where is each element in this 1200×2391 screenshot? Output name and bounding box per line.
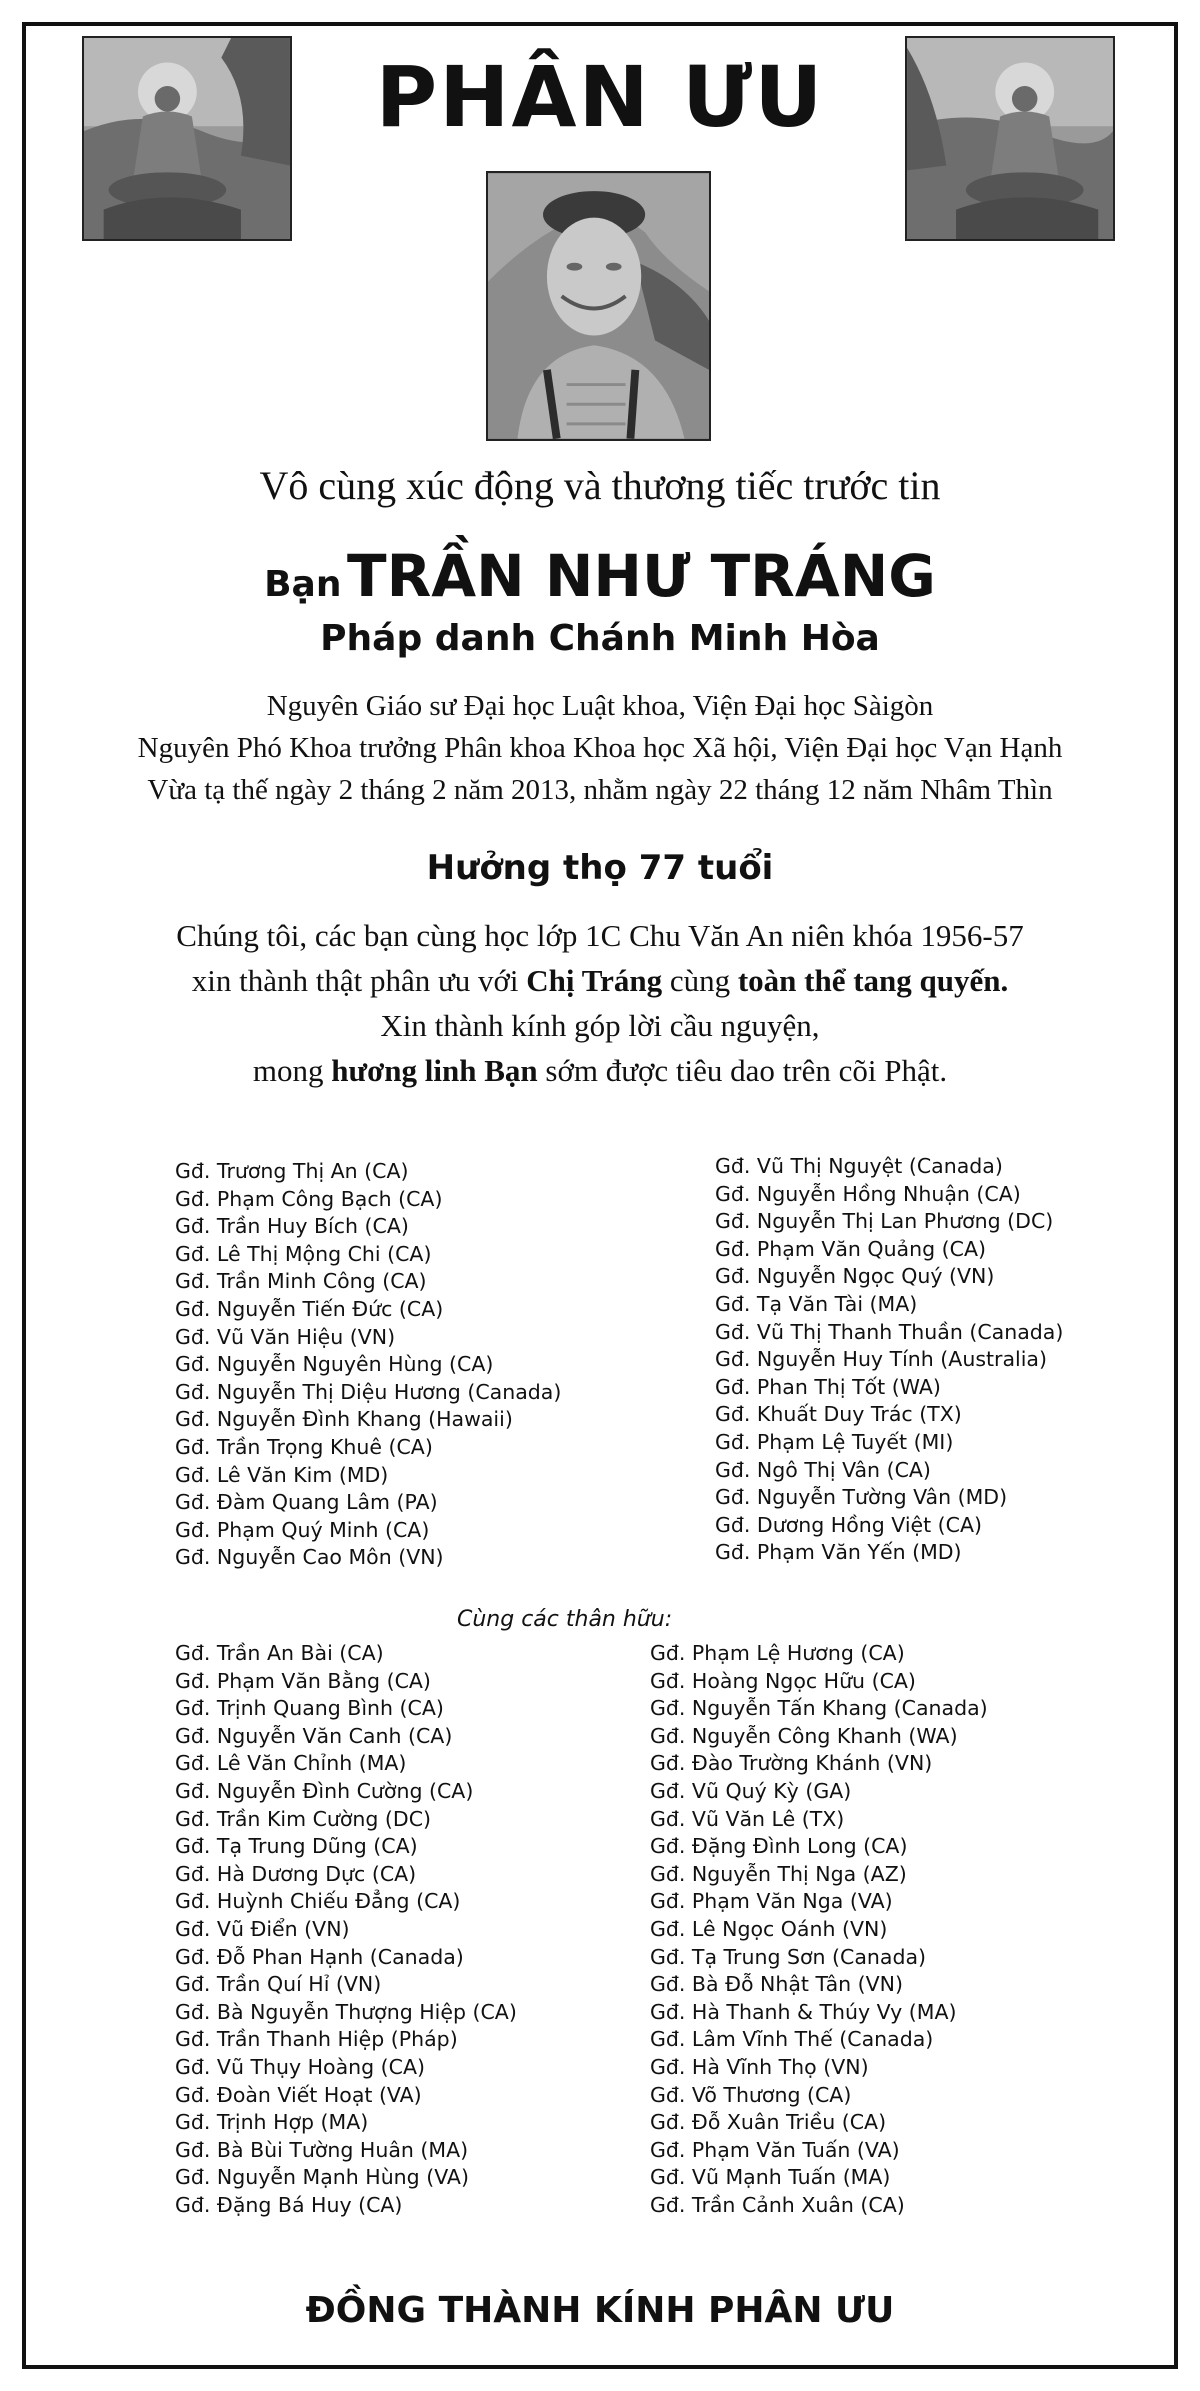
- list-item: Gđ. Lê Văn Chỉnh (MA): [175, 1751, 407, 1776]
- list-item: Gđ. Phạm Văn Tuấn (VA): [650, 2137, 900, 2162]
- list-item: Gđ. Phạm Lệ Hương (CA): [650, 1641, 905, 1665]
- list-item: Gđ. Nguyễn Công Khanh (WA): [650, 1723, 958, 1748]
- age-line: Hưởng thọ 77 tuổi: [426, 848, 774, 888]
- message-text: xin thành thật phân ưu với: [191, 963, 527, 998]
- list-item: Gđ. Phạm Lệ Tuyết (MI): [715, 1429, 954, 1454]
- list-item: Gđ. Khuất Duy Trác (TX): [715, 1402, 962, 1427]
- list-item: Gđ. Nguyễn Tiến Đức (CA): [175, 1296, 444, 1321]
- message-text: sớm được tiêu dao trên cõi Phật.: [537, 1053, 948, 1088]
- list-item: Gđ. Nguyễn Nguyên Hùng (CA): [175, 1352, 494, 1377]
- closing-line: ĐỒNG THÀNH KÍNH PHÂN ƯU: [305, 2290, 895, 2331]
- list-item: Gđ. Trần Huy Bích (CA): [175, 1214, 409, 1239]
- list-item: Gđ. Đặng Đình Long (CA): [650, 1834, 908, 1859]
- list-item: Gđ. Trịnh Hợp (MA): [175, 2110, 369, 2135]
- list-item: Gđ. Lê Thị Mộng Chi (CA): [175, 1241, 432, 1266]
- friends-heading: Cùng các thân hữu:: [457, 1607, 673, 1632]
- list-item: Gđ. Nguyễn Mạnh Hùng (VA): [175, 2165, 469, 2190]
- list-item: Gđ. Nguyễn Thị Nga (AZ): [650, 1861, 907, 1886]
- list-item: Gđ. Đàm Quang Lâm (PA): [175, 1490, 438, 1515]
- message-line-1: Chúng tôi, các bạn cùng học lớp 1C Chu Văn An niên khóa 1956-57: [176, 918, 1024, 953]
- list-item: Gđ. Bà Bùi Tường Huân (MA): [175, 2137, 469, 2162]
- list-item: Gđ. Vũ Văn Hiệu (VN): [175, 1324, 396, 1349]
- list-item: Gđ. Nguyễn Hồng Nhuận (CA): [715, 1181, 1021, 1206]
- list-item: Gđ. Đào Trường Khánh (VN): [650, 1751, 933, 1776]
- dharma-name: Pháp danh Chánh Minh Hòa: [320, 618, 880, 659]
- list-item: Gđ. Nguyễn Văn Canh (CA): [175, 1723, 453, 1748]
- list-item: Gđ. Trần Minh Công (CA): [175, 1269, 427, 1294]
- message-emphasis: toàn thể tang quyến.: [737, 963, 1009, 998]
- list-item: Gđ. Phạm Văn Yến (MD): [715, 1540, 962, 1565]
- list-item: Gđ. Phạm Văn Bằng (CA): [175, 1668, 431, 1693]
- list-item: Gđ. Đỗ Xuân Triều (CA): [650, 2110, 887, 2135]
- message-line-3: Xin thành kính góp lời cầu nguyện,: [380, 1008, 820, 1043]
- classmates-list-right: [715, 1153, 1063, 1567]
- list-item: Gđ. Tạ Trung Sơn (Canada): [650, 1944, 927, 1969]
- list-item: Gđ. Tạ Văn Tài (MA): [715, 1291, 918, 1316]
- intro-line: Vô cùng xúc động và thương tiếc trước tin: [259, 463, 941, 508]
- list-item: Gđ. Nguyễn Huy Tính (Australia): [715, 1347, 1047, 1372]
- list-item: Gđ. Nguyễn Đình Cường (CA): [175, 1778, 474, 1803]
- list-item: Gđ. Vũ Thụy Hoàng (CA): [175, 2054, 425, 2079]
- list-item: Gđ. Hà Dương Dực (CA): [175, 1861, 417, 1886]
- bio-line-1: Nguyên Giáo sư Đại học Luật khoa, Viện Đại học Sàigòn: [266, 690, 934, 722]
- classmates-list-left: [175, 1158, 561, 1572]
- message-text: mong: [252, 1053, 332, 1088]
- list-item: Gđ. Đoàn Viết Hoạt (VA): [175, 2082, 422, 2107]
- list-item: Gđ. Vũ Mạnh Tuấn (MA): [650, 2165, 891, 2190]
- list-item: Gđ. Nguyễn Thị Diệu Hương (Canada): [175, 1379, 562, 1404]
- list-item: Gđ. Tạ Trung Dũng (CA): [175, 1834, 418, 1859]
- list-item: Gđ. Vũ Văn Lê (TX): [650, 1806, 845, 1831]
- list-item: Gđ. Bà Nguyễn Thượng Hiệp (CA): [175, 1999, 517, 2024]
- list-item: Gđ. Bà Đỗ Nhật Tân (VN): [650, 1972, 904, 1997]
- list-item: Gđ. Nguyễn Tường Vân (MD): [715, 1485, 1008, 1510]
- bio-line-2: Nguyên Phó Khoa trưởng Phân khoa Khoa học Xã hội, Viện Đại học Vạn Hạnh: [137, 732, 1063, 764]
- list-item: Gđ. Phạm Văn Nga (VA): [650, 1889, 893, 1914]
- list-item: Gđ. Trần Cảnh Xuân (CA): [650, 2192, 905, 2217]
- list-item: Gđ. Lê Văn Kim (MD): [175, 1462, 389, 1487]
- list-item: Gđ. Nguyễn Đình Khang (Hawaii): [175, 1407, 513, 1432]
- list-item: Gđ. Đặng Bá Huy (CA): [175, 2192, 403, 2217]
- list-item: Gđ. Nguyễn Thị Lan Phương (DC): [715, 1209, 1054, 1234]
- list-item: Gđ. Phan Thị Tốt (WA): [715, 1374, 941, 1399]
- list-item: Gđ. Trần Quí Hỉ (VN): [175, 1972, 382, 1997]
- list-item: Gđ. Hà Thanh & Thúy Vy (MA): [650, 1999, 957, 2024]
- list-item: Gđ. Võ Thương (CA): [650, 2082, 852, 2107]
- list-item: Gđ. Trần Thanh Hiệp (Pháp): [175, 2027, 458, 2052]
- list-item: Gđ. Hoàng Ngọc Hữu (CA): [650, 1668, 916, 1693]
- list-item: Gđ. Phạm Quý Minh (CA): [175, 1517, 430, 1542]
- list-item: Gđ. Dương Hồng Việt (CA): [715, 1512, 983, 1537]
- list-item: Gđ. Ngô Thị Vân (CA): [715, 1457, 931, 1482]
- list-item: Gđ. Vũ Điển (VN): [175, 1916, 350, 1941]
- list-item: Gđ. Nguyễn Ngọc Quý (VN): [715, 1264, 995, 1289]
- list-item: Gđ. Hà Vĩnh Thọ (VN): [650, 2054, 869, 2079]
- list-item: Gđ. Phạm Công Bạch (CA): [175, 1186, 443, 1211]
- message-emphasis: Chị Tráng: [526, 963, 663, 998]
- list-item: Gđ. Trương Thị An (CA): [175, 1159, 409, 1183]
- deceased-name: TRẦN NHƯ TRÁNG: [347, 542, 936, 610]
- list-item: Gđ. Nguyễn Cao Môn (VN): [175, 1545, 444, 1570]
- notice-title: PHÂN ƯU: [375, 48, 825, 146]
- list-item: Gđ. Lâm Vĩnh Thế (Canada): [650, 2027, 934, 2052]
- message-emphasis: hương linh Bạn: [331, 1053, 538, 1088]
- bio-line-3: Vừa tạ thế ngày 2 tháng 2 năm 2013, nhằm ngày 22 tháng 12 năm Nhâm Thìn: [147, 774, 1053, 806]
- friends-list-right: [650, 1640, 988, 2219]
- list-item: Gđ. Trịnh Quang Bình (CA): [175, 1696, 444, 1721]
- list-item: Gđ. Trần An Bài (CA): [175, 1641, 384, 1665]
- list-item: Gđ. Vũ Thị Thanh Thuần (Canada): [715, 1319, 1064, 1344]
- list-item: Gđ. Vũ Thị Nguyệt (Canada): [715, 1154, 1003, 1178]
- list-item: Gđ. Lê Ngọc Oánh (VN): [650, 1916, 888, 1941]
- message-line-4: [0, 1053, 1200, 1089]
- name-prefix: Bạn: [264, 564, 342, 605]
- list-item: Gđ. Trần Trọng Khuê (CA): [175, 1434, 433, 1459]
- deceased-name-line: [0, 542, 1200, 610]
- list-item: Gđ. Nguyễn Tấn Khang (Canada): [650, 1696, 988, 1721]
- list-item: Gđ. Phạm Văn Quảng (CA): [715, 1236, 986, 1261]
- list-item: Gđ. Đỗ Phan Hạnh (Canada): [175, 1944, 464, 1969]
- message-text: cùng: [662, 963, 738, 998]
- list-item: Gđ. Huỳnh Chiếu Đẳng (CA): [175, 1889, 461, 1914]
- friends-list-left: [175, 1640, 517, 2219]
- portrait-photo: [486, 171, 711, 441]
- list-item: Gđ. Vũ Quý Kỳ (GA): [650, 1778, 852, 1803]
- list-item: Gđ. Trần Kim Cường (DC): [175, 1806, 432, 1831]
- message-line-2: [0, 963, 1200, 999]
